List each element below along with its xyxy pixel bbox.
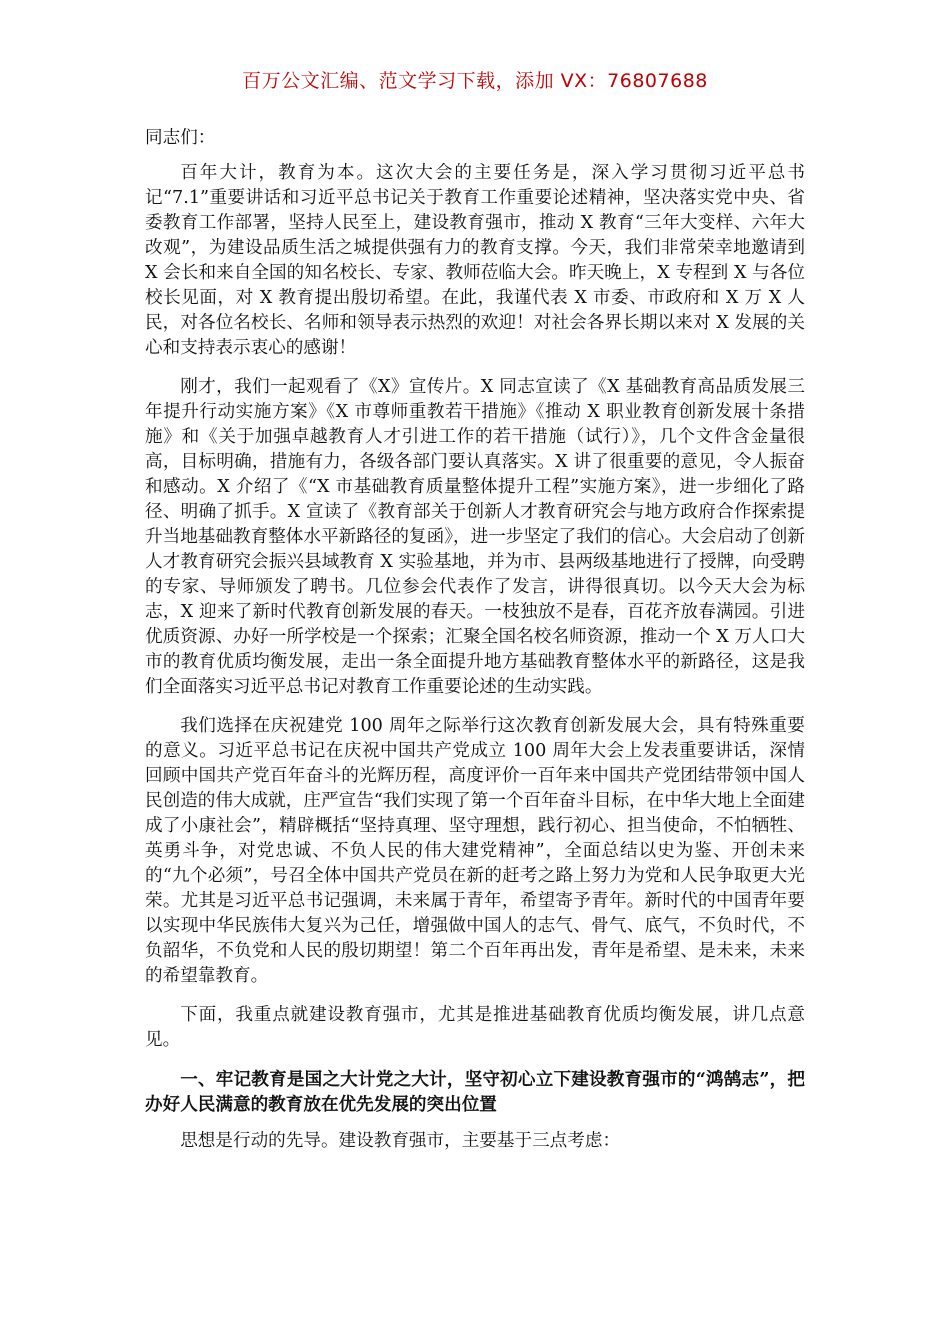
salutation: 同志们： <box>145 128 216 148</box>
paragraph-3: 我们选择在庆祝建党 100 周年之际举行这次教育创新发展大会，具有特殊重要的意义。习近平总书记在庆祝中国共产党成立 100 周年大会上发表重要讲话，深情回顾中国共产党百年奋斗的光辉历程，高度评价一百年来中国共产党团结带领中国人民创造的伟大成就，庄严宣告“我们实现了第一个百年奋斗目标，在中华大地上全面建成了小康社会”，精辟概括“坚持真理、坚守理想，践行初心、担当使命，不怕牺牲、英勇斗争，对党忠诚、不负人民的伟大建党精神”，全面总结以史为鉴、开创未来的“九个必须”，号召全体中国共产党员在新的赶考之路上努力为党和人民争取更大光荣。尤其是习近平总书记强调，未来属于青年，希望寄予青年。新时代的中国青年要以实现中华民族伟大复兴为己任，增强做中国人的志气、骨气、底气，不负时代，不负韶华，不负党和人民的殷切期望！第二个百年再出发，青年是希望、是未来，未来的希望靠教育。 <box>145 716 805 986</box>
paragraph-1: 百年大计，教育为本。这次大会的主要任务是，深入学习贯彻习近平总书记“7.1”重要讲话和习近平总书记关于教育工作重要论述精神，坚决落实党中央、省委教育工作部署，坚持人民至上，建设教育强市，推动 X 教育“三年大变样、六年大改观”，为建设品质生活之城提供强有力的教育支撑。今天，我们非常荣幸地邀请到 X 会长和来自全国的知名校长、专家、教师莅临大会。昨天晚上，X 专程到 X 与各位校长见面，对 X 教育提出殷切希望。在此，我谨代表 X 市委、市政府和 X 万 X 人民，对各位名校长、名师和领导表示热烈的欢迎！对社会各界长期以来对 X 发展的关心和支持表示衷心的感谢！ <box>145 163 805 358</box>
document-body <box>145 126 805 1154</box>
section-heading: 一、牢记教育是国之大计党之大计，坚守初心立下建设教育强市的“鸿鹄志”，把办好人民满意的教育放在优先发展的突出位置 <box>145 1069 805 1115</box>
paragraph-4: 下面，我重点就建设教育强市，尤其是推进基础教育优质均衡发展，讲几点意见。 <box>145 1005 805 1050</box>
paragraph-2: 刚才，我们一起观看了《X》宣传片。X 同志宣读了《X 基础教育高品质发展三年提升行动实施方案》《X 市尊师重教若干措施》《推动 X 职业教育创新发展十条措施》和《关于加强卓越教育人才引进工作的若干措施（试行）》，几个文件含金量很高，目标明确，措施有力，各级各部门要认真落实。X 讲了很重要的意见，令人振奋和感动。X 介绍了《“X 市基础教育质量整体提升工程”实施方案》，进一步细化了路径、明确了抓手。X 宣读了《教育部关于创新人才教育研究会与地方政府合作探索提升当地基础教育整体水平新路径的复函》，进一步坚定了我们的信心。大会启动了创新人才教育研究会振兴县域教育 X 实验基地，并为市、县两级基地进行了授牌，向受聘的专家、导师颁发了聘书。几位参会代表作了发言，讲得很真切。以今天大会为标志，X 迎来了新时代教育创新发展的春天。一枝独放不是春，百花齐放春满园。引进优质资源、办好一所学校是一个探索；汇聚全国名校名师资源，推动一个 X 万人口大市的教育优质均衡发展，走出一条全面提升地方基础教育整体水平的新路径，这是我们全面落实习近平总书记对教育工作重要论述的生动实践。 <box>145 377 805 697</box>
watermark-header: 百万公文汇编、范文学习下载，添加 VX：76807688 <box>242 70 708 92</box>
paragraph-5: 思想是行动的先导。建设教育强市，主要基于三点考虑： <box>180 1131 621 1151</box>
